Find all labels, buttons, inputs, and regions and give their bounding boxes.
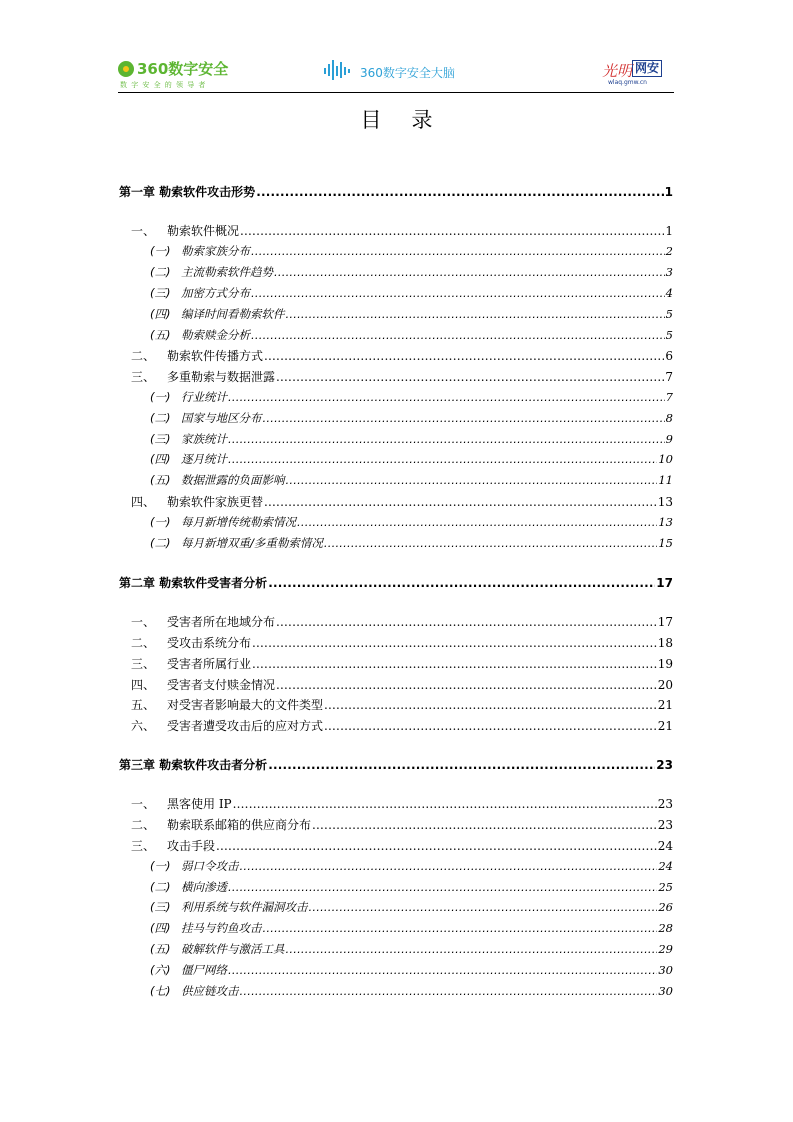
toc-entry-text: 国家与地区分布 bbox=[181, 411, 262, 425]
toc-entry-text: 勒索软件家族更替 bbox=[167, 495, 264, 509]
toc-entry-label bbox=[131, 696, 323, 713]
toc-leader-dots bbox=[286, 942, 658, 956]
toc-entry-label bbox=[131, 222, 239, 239]
toc-subsection-entry[interactable] bbox=[150, 264, 673, 280]
toc-page-number: 19 bbox=[657, 657, 673, 671]
toc-page-number: 23 bbox=[657, 818, 673, 832]
toc-entry-number: 一、 bbox=[131, 224, 156, 238]
toc-subsection-entry[interactable] bbox=[150, 920, 673, 936]
toc-chapter-entry[interactable] bbox=[119, 574, 673, 591]
toc-entry-text: 勒索软件概况 bbox=[167, 224, 240, 238]
toc-entry-label bbox=[150, 327, 250, 343]
gmw-security-logo bbox=[602, 60, 674, 88]
toc-page-number: 3 bbox=[665, 265, 673, 279]
toc-section-entry[interactable] bbox=[131, 347, 673, 364]
toc-section-entry[interactable] bbox=[131, 613, 673, 630]
gmw-logo-url: wlaq.gmw.cn bbox=[608, 79, 647, 86]
toc-entry-number: (三) bbox=[150, 900, 171, 914]
toc-entry-text: 勒索赎金分析 bbox=[181, 328, 250, 342]
toc-section-entry[interactable] bbox=[131, 837, 673, 854]
toc-page-number: 9 bbox=[665, 432, 673, 446]
toc-page-number: 24 bbox=[657, 839, 673, 853]
toc-page-number: 4 bbox=[665, 286, 673, 300]
toc-leader-dots bbox=[297, 515, 657, 529]
toc-entry-number: 三、 bbox=[131, 839, 156, 853]
360-logo-slogan: 数字安全的领导者 bbox=[120, 81, 210, 89]
toc-entry-label bbox=[150, 306, 285, 322]
toc-leader-dots bbox=[276, 615, 657, 629]
toc-page-number: 30 bbox=[658, 963, 673, 977]
toc-entry-label bbox=[150, 962, 227, 978]
toc-entry-label bbox=[131, 837, 215, 854]
toc-entry-number: (一) bbox=[150, 859, 171, 873]
toc-entry-number: 二、 bbox=[131, 636, 156, 650]
toc-entry-number: (二) bbox=[150, 536, 171, 550]
toc-entry-label bbox=[150, 285, 250, 301]
toc-entry-text: 家族统计 bbox=[181, 432, 227, 446]
toc-page-number: 1 bbox=[664, 185, 673, 199]
toc-entry-label bbox=[131, 368, 275, 385]
toc-entry-label bbox=[150, 264, 273, 280]
toc-leader-dots bbox=[216, 839, 657, 853]
toc-leader-dots bbox=[274, 265, 665, 279]
toc-page-number: 5 bbox=[665, 328, 673, 342]
toc-section-entry[interactable] bbox=[131, 493, 673, 510]
toc-entry-label bbox=[131, 347, 263, 364]
toc-leader-dots bbox=[268, 576, 655, 590]
toc-entry-label bbox=[119, 183, 255, 200]
toc-entry-label bbox=[150, 410, 262, 426]
toc-page-number: 18 bbox=[657, 636, 673, 650]
toc-entry-label bbox=[131, 816, 311, 833]
toc-entry-label bbox=[150, 858, 239, 874]
toc-entry-label bbox=[119, 756, 267, 773]
toc-chapter-entry[interactable] bbox=[119, 183, 673, 200]
toc-entry-label bbox=[150, 941, 285, 957]
toc-chapter-entry[interactable] bbox=[119, 756, 673, 773]
toc-entry-text: 编译时间看勒索软件 bbox=[181, 307, 285, 321]
toc-entry-label bbox=[119, 574, 267, 591]
toc-leader-dots bbox=[233, 797, 657, 811]
toc-page-number: 7 bbox=[665, 390, 673, 404]
toc-subsection-entry[interactable] bbox=[150, 451, 673, 467]
toc-entry-label bbox=[150, 899, 308, 915]
toc-page-number: 13 bbox=[657, 495, 673, 509]
toc-entry-number: (七) bbox=[150, 984, 171, 998]
gmw-logo-box: 网安 bbox=[632, 60, 662, 77]
page-title: 目录 bbox=[360, 108, 463, 132]
toc-entry-text: 行业统计 bbox=[181, 390, 227, 404]
toc-leader-dots bbox=[312, 818, 657, 832]
toc-entry-text: 受害者遭受攻击后的应对方式 bbox=[167, 719, 324, 733]
toc-entry-number: 六、 bbox=[131, 719, 156, 733]
toc-page-number: 23 bbox=[656, 758, 673, 772]
toc-entry-label bbox=[131, 676, 275, 693]
toc-leader-dots bbox=[324, 698, 657, 712]
toc-entry-text: 受害者支付赎金情况 bbox=[167, 678, 276, 692]
toc-subsection-entry[interactable] bbox=[150, 285, 673, 301]
toc-leader-dots bbox=[264, 349, 664, 363]
toc-entry-number: 一、 bbox=[131, 615, 156, 629]
toc-leader-dots bbox=[263, 921, 658, 935]
toc-leader-dots bbox=[256, 185, 663, 199]
toc-section-entry[interactable] bbox=[131, 676, 673, 693]
360-logo-text: 360数字安全 bbox=[137, 60, 229, 78]
toc-entry-label bbox=[150, 472, 285, 488]
toc-entry-text: 第一章 勒索软件攻击形势 bbox=[119, 185, 256, 199]
toc-subsection-entry[interactable] bbox=[150, 983, 673, 999]
toc-entry-number: 一、 bbox=[131, 797, 156, 811]
toc-entry-label bbox=[150, 514, 296, 530]
toc-entry-text: 主流勒索软件趋势 bbox=[181, 265, 273, 279]
toc-page-number: 11 bbox=[658, 473, 673, 487]
toc-page-number: 6 bbox=[665, 349, 673, 363]
toc-section-entry[interactable] bbox=[131, 816, 673, 833]
toc-subsection-entry[interactable] bbox=[150, 389, 673, 405]
toc-entry-text: 勒索软件传播方式 bbox=[167, 349, 264, 363]
toc-entry-text: 数据泄露的负面影响 bbox=[181, 473, 285, 487]
toc-entry-number: (六) bbox=[150, 963, 171, 977]
toc-entry-text: 多重勒索与数据泄露 bbox=[167, 370, 276, 384]
toc-subsection-entry[interactable] bbox=[150, 879, 673, 895]
toc-entry-label bbox=[131, 634, 251, 651]
toc-entry-number: (二) bbox=[150, 880, 171, 894]
toc-leader-dots bbox=[228, 432, 665, 446]
toc-entry-label bbox=[150, 920, 262, 936]
toc-entry-number: (三) bbox=[150, 432, 171, 446]
toc-subsection-entry[interactable] bbox=[150, 858, 673, 874]
toc-section-entry[interactable] bbox=[131, 717, 673, 734]
toc-leader-dots bbox=[268, 758, 655, 772]
toc-entry-label bbox=[150, 243, 250, 259]
toc-subsection-entry[interactable] bbox=[150, 431, 673, 447]
toc-page-number: 7 bbox=[665, 370, 673, 384]
toc-leader-dots bbox=[309, 900, 658, 914]
toc-entry-number: (四) bbox=[150, 921, 171, 935]
gmw-logo-script: 光明 bbox=[602, 62, 633, 80]
toc-leader-dots bbox=[240, 859, 658, 873]
toc-subsection-entry[interactable] bbox=[150, 327, 673, 343]
waveform-icon bbox=[324, 60, 354, 80]
toc-entry-label bbox=[150, 535, 323, 551]
toc-subsection-entry[interactable] bbox=[150, 899, 673, 915]
toc-page-number: 29 bbox=[658, 942, 673, 956]
toc-leader-dots bbox=[263, 411, 665, 425]
toc-leader-dots bbox=[240, 224, 664, 238]
toc-entry-text: 对受害者影响最大的文件类型 bbox=[167, 698, 324, 712]
toc-leader-dots bbox=[286, 473, 658, 487]
toc-entry-text: 攻击手段 bbox=[167, 839, 216, 853]
toc-page-number: 17 bbox=[656, 576, 673, 590]
360-logo-icon bbox=[118, 61, 134, 77]
toc-entry-text: 受攻击系统分布 bbox=[167, 636, 252, 650]
toc-page-number: 25 bbox=[658, 880, 673, 894]
toc-entry-number: (五) bbox=[150, 473, 171, 487]
toc-entry-label bbox=[150, 879, 227, 895]
toc-page-number: 8 bbox=[665, 411, 673, 425]
toc-entry-text: 横向渗透 bbox=[181, 880, 227, 894]
toc-leader-dots bbox=[252, 657, 657, 671]
toc-entry-number: (四) bbox=[150, 307, 171, 321]
toc-entry-text: 加密方式分布 bbox=[181, 286, 250, 300]
toc-entry-number: (四) bbox=[150, 452, 171, 466]
toc-entry-number: 三、 bbox=[131, 657, 156, 671]
toc-page-number: 13 bbox=[658, 515, 673, 529]
toc-entry-label bbox=[150, 389, 227, 405]
toc-entry-text: 第三章 勒索软件攻击者分析 bbox=[119, 758, 268, 772]
toc-section-entry[interactable] bbox=[131, 696, 673, 713]
360-brain-logo-text: 360数字安全大脑 bbox=[360, 66, 455, 80]
toc-entry-text: 逐月统计 bbox=[181, 452, 227, 466]
toc-leader-dots bbox=[286, 307, 665, 321]
toc-entry-text: 每月新增传统勒索情况 bbox=[181, 515, 296, 529]
toc-entry-number: (二) bbox=[150, 411, 171, 425]
toc-entry-number: 五、 bbox=[131, 698, 156, 712]
toc-entry-text: 受害者所在地域分布 bbox=[167, 615, 276, 629]
toc-page-number: 5 bbox=[665, 307, 673, 321]
toc-entry-label bbox=[131, 655, 251, 672]
toc-entry-text: 僵尸网络 bbox=[181, 963, 227, 977]
toc-page-number: 28 bbox=[658, 921, 673, 935]
toc-leader-dots bbox=[251, 328, 665, 342]
toc-entry-number: 四、 bbox=[131, 495, 156, 509]
toc-page-number: 20 bbox=[657, 678, 673, 692]
toc-subsection-entry[interactable] bbox=[150, 514, 673, 530]
toc-leader-dots bbox=[276, 678, 657, 692]
toc-page-number: 15 bbox=[658, 536, 673, 550]
toc-leader-dots bbox=[240, 984, 658, 998]
toc-entry-text: 利用系统与软件漏洞攻击 bbox=[181, 900, 308, 914]
toc-subsection-entry[interactable] bbox=[150, 535, 673, 551]
toc-entry-text: 弱口令攻击 bbox=[181, 859, 239, 873]
toc-entry-label bbox=[150, 451, 227, 467]
toc-entry-number: 二、 bbox=[131, 349, 156, 363]
toc-leader-dots bbox=[251, 244, 665, 258]
toc-subsection-entry[interactable] bbox=[150, 962, 673, 978]
toc-subsection-entry[interactable] bbox=[150, 941, 673, 957]
toc-entry-label bbox=[150, 431, 227, 447]
toc-entry-text: 黑客使用 IP bbox=[167, 797, 232, 811]
toc-entry-number: (一) bbox=[150, 515, 171, 529]
toc-entry-text: 供应链攻击 bbox=[181, 984, 239, 998]
toc-page-number: 10 bbox=[658, 452, 673, 466]
toc-subsection-entry[interactable] bbox=[150, 243, 673, 259]
toc-entry-text: 勒索家族分布 bbox=[181, 244, 250, 258]
toc-page-number: 23 bbox=[657, 797, 673, 811]
toc-subsection-entry[interactable] bbox=[150, 306, 673, 322]
toc-page-number: 21 bbox=[657, 719, 673, 733]
toc-page-number: 17 bbox=[657, 615, 673, 629]
toc-entry-number: 四、 bbox=[131, 678, 156, 692]
toc-section-entry[interactable] bbox=[131, 222, 673, 239]
toc-entry-number: (一) bbox=[150, 244, 171, 258]
toc-entry-label bbox=[150, 983, 239, 999]
toc-entry-text: 挂马与钓鱼攻击 bbox=[181, 921, 262, 935]
toc-entry-text: 破解软件与激活工具 bbox=[181, 942, 285, 956]
toc-entry-label bbox=[131, 493, 263, 510]
toc-section-entry[interactable] bbox=[131, 634, 673, 651]
toc-page-number: 24 bbox=[658, 859, 673, 873]
toc-subsection-entry[interactable] bbox=[150, 410, 673, 426]
toc-entry-text: 第二章 勒索软件受害者分析 bbox=[119, 576, 268, 590]
toc-leader-dots bbox=[252, 636, 657, 650]
toc-page-number: 2 bbox=[665, 244, 673, 258]
toc-leader-dots bbox=[251, 286, 665, 300]
toc-leader-dots bbox=[228, 452, 657, 466]
toc-entry-number: 二、 bbox=[131, 818, 156, 832]
toc-entry-number: (五) bbox=[150, 942, 171, 956]
toc-entry-number: 三、 bbox=[131, 370, 156, 384]
toc-entry-number: (三) bbox=[150, 286, 171, 300]
toc-leader-dots bbox=[228, 390, 665, 404]
toc-leader-dots bbox=[276, 370, 664, 384]
toc-page-number: 30 bbox=[658, 984, 673, 998]
toc-section-entry[interactable] bbox=[131, 655, 673, 672]
toc-entry-label bbox=[131, 717, 323, 734]
toc-entry-label bbox=[131, 613, 275, 630]
toc-page-number: 26 bbox=[658, 900, 673, 914]
toc-section-entry[interactable] bbox=[131, 368, 673, 385]
toc-leader-dots bbox=[324, 719, 657, 733]
toc-leader-dots bbox=[228, 880, 657, 894]
toc-entry-number: (一) bbox=[150, 390, 171, 404]
toc-section-entry[interactable] bbox=[131, 795, 673, 812]
toc-leader-dots bbox=[228, 963, 657, 977]
page-header bbox=[118, 54, 674, 93]
toc-entry-text: 勒索联系邮箱的供应商分布 bbox=[167, 818, 312, 832]
toc-page-number: 21 bbox=[657, 698, 673, 712]
toc-entry-number: (五) bbox=[150, 328, 171, 342]
toc-entry-label bbox=[131, 795, 232, 812]
toc-page-number: 1 bbox=[665, 224, 673, 238]
toc-leader-dots bbox=[264, 495, 657, 509]
toc-entry-text: 受害者所属行业 bbox=[167, 657, 252, 671]
toc-leader-dots bbox=[324, 536, 657, 550]
toc-subsection-entry[interactable] bbox=[150, 472, 673, 488]
toc-entry-number: (二) bbox=[150, 265, 171, 279]
toc-entry-text: 每月新增双重/多重勒索情况 bbox=[181, 536, 323, 550]
